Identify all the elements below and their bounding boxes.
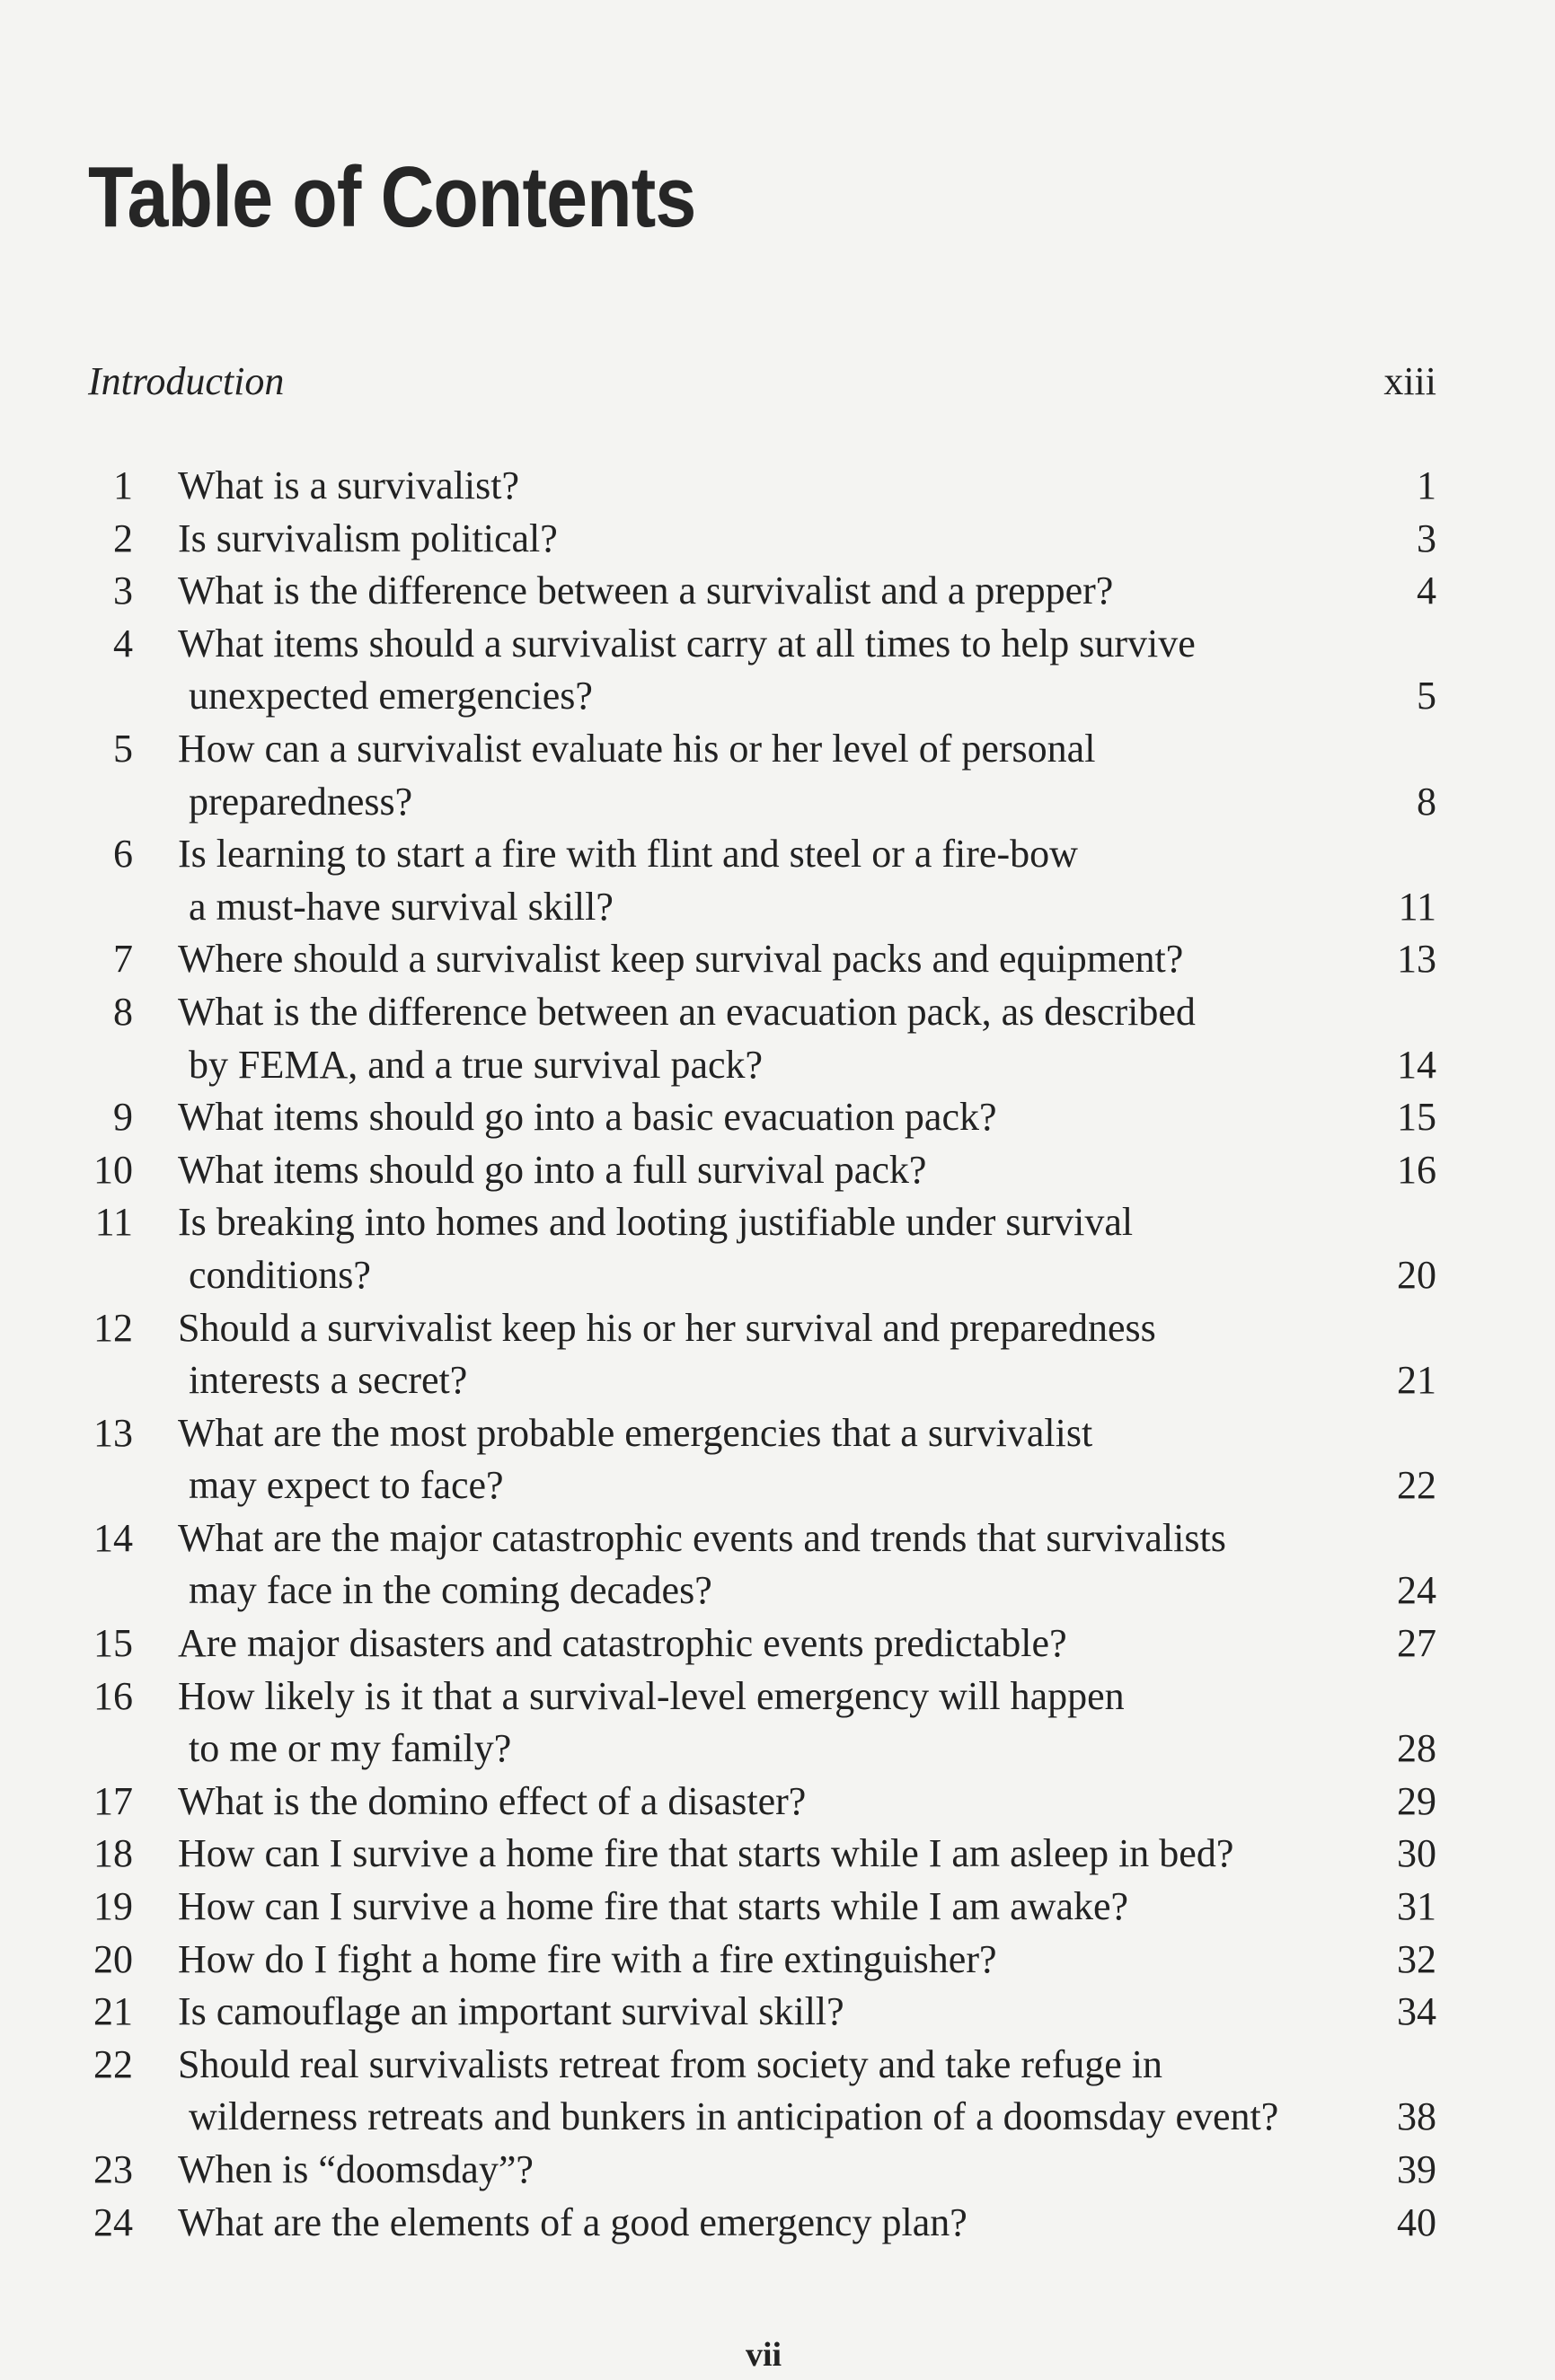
toc-entry-title-line: How can I survive a home fire that starts while I am asleep in bed?	[178, 1831, 1234, 1876]
introduction-page-number: xiii	[1383, 359, 1436, 403]
toc-entry-number: 24	[93, 2199, 133, 2244]
toc-entry-number: 22	[93, 2041, 133, 2086]
toc-entry-title	[178, 1828, 1330, 1881]
toc-entry	[0, 1196, 1555, 1301]
toc-entry-title-line: Is breaking into homes and looting justifiable under survival	[178, 1200, 1134, 1245]
toc-entry-number: 12	[93, 1305, 133, 1350]
toc-entry-page-number: 27	[1397, 1621, 1436, 1666]
toc-entry	[0, 1934, 1555, 1987]
toc-entry-number: 16	[93, 1673, 133, 1718]
toc-entry	[0, 723, 1555, 828]
toc-entry-title	[178, 565, 1330, 618]
toc-entry-page-number: 3	[1417, 516, 1436, 560]
toc-entry-title	[178, 1986, 1330, 2039]
toc-entry-title-line: Should a survivalist keep his or her survival and preparedness	[178, 1305, 1156, 1350]
toc-entry-page-number: 22	[1397, 1463, 1436, 1508]
toc-entry-title-continuation: conditions?	[189, 1252, 371, 1297]
toc-entry-number: 15	[93, 1621, 133, 1666]
toc-entry-number: 21	[93, 1989, 133, 2034]
toc-entry-title-line: What items should a survivalist carry at all times to help survive	[178, 621, 1196, 666]
toc-entry-page-number: 38	[1397, 2094, 1436, 2139]
toc-entry-title	[178, 1144, 1330, 1197]
toc-entry-page-number: 16	[1397, 1147, 1436, 1192]
toc-entry	[0, 1776, 1555, 1829]
toc-entry-title-line: How can I survive a home fire that starts while I am awake?	[178, 1884, 1129, 1929]
toc-entry-title-line: How do I fight a home fire with a fire extinguisher?	[178, 1936, 997, 1981]
toc-entry-title-continuation: may expect to face?	[189, 1463, 504, 1508]
toc-entry-title	[178, 1776, 1330, 1829]
toc-entry	[0, 1618, 1555, 1670]
toc-entry-title-line: What are the elements of a good emergency plan?	[178, 2199, 967, 2244]
toc-entry	[0, 513, 1555, 566]
toc-entry-title-line: What are the most probable emergencies that a survivalist	[178, 1410, 1093, 1455]
toc-entry-number: 17	[93, 1778, 133, 1823]
toc-entry-title	[178, 1407, 1330, 1512]
toc-entry-page-number: 15	[1397, 1095, 1436, 1140]
toc-entry-page-number: 24	[1397, 1568, 1436, 1613]
toc-entry-page-number: 39	[1397, 2147, 1436, 2191]
toc-entry	[0, 1091, 1555, 1144]
toc-entry	[0, 1407, 1555, 1512]
toc-entry	[0, 1144, 1555, 1197]
introduction-entry	[88, 355, 1436, 409]
toc-entry	[0, 460, 1555, 513]
toc-entry-page-number: 28	[1397, 1726, 1436, 1771]
toc-entry-page-number: 13	[1397, 937, 1436, 982]
toc-entry-title-line: Are major disasters and catastrophic events predictable?	[178, 1621, 1067, 1666]
toc-entry	[0, 1302, 1555, 1407]
toc-entry-number: 1	[113, 463, 133, 507]
toc-entry-number: 20	[93, 1936, 133, 1981]
toc-entry-title-continuation: wilderness retreats and bunkers in anticipation of a doomsday event?	[189, 2094, 1279, 2139]
toc-entry-number: 11	[94, 1200, 133, 1245]
toc-entry-title-line: How can a survivalist evaluate his or her level of personal	[178, 726, 1096, 771]
toc-entry-title	[178, 1881, 1330, 1934]
toc-entry-title-line: What items should go into a full survival pack?	[178, 1147, 927, 1192]
toc-entry-title	[178, 2039, 1330, 2144]
toc-entry-title-continuation: by FEMA, and a true survival pack?	[189, 1042, 764, 1087]
toc-entry-title-line: Is learning to start a fire with flint and steel or a fire-bow	[178, 832, 1078, 877]
toc-entry-page-number: 1	[1417, 463, 1436, 507]
toc-entry-title-line: What is the domino effect of a disaster?	[178, 1778, 807, 1823]
toc-entry	[0, 1881, 1555, 1934]
toc-entry-number: 6	[113, 832, 133, 877]
toc-entry	[0, 1512, 1555, 1618]
toc-entry-page-number: 14	[1397, 1042, 1436, 1087]
toc-entry-title	[178, 1512, 1330, 1618]
toc-entry-number: 9	[113, 1095, 133, 1140]
toc-entry-title	[178, 460, 1330, 513]
toc-entry-title	[178, 1618, 1330, 1670]
toc-entry	[0, 2039, 1555, 2144]
toc-entry-page-number: 29	[1397, 1778, 1436, 1823]
toc-entry	[0, 1986, 1555, 2039]
toc-entry-title	[178, 2197, 1330, 2250]
toc-entry-number: 19	[93, 1884, 133, 1929]
toc-entry-number: 14	[93, 1515, 133, 1560]
toc-entry-title	[178, 618, 1330, 723]
toc-entry	[0, 1670, 1555, 1776]
toc-entry-title	[178, 1670, 1330, 1776]
toc-entry-title-continuation: to me or my family?	[189, 1726, 512, 1771]
toc-entry-page-number: 40	[1397, 2199, 1436, 2244]
toc-entry-title	[178, 723, 1330, 828]
toc-entry-title	[178, 933, 1330, 986]
toc-entry-title-line: How likely is it that a survival-level emergency will happen	[178, 1673, 1125, 1718]
toc-entry-title	[178, 2144, 1330, 2197]
toc-entry-page-number: 8	[1417, 779, 1436, 824]
page-folio: vii	[745, 2336, 782, 2374]
toc-entry-title	[178, 1302, 1330, 1407]
toc-entry-number: 18	[93, 1831, 133, 1876]
toc-entry-title	[178, 1091, 1330, 1144]
toc-entry-title-line: Where should a survivalist keep survival packs and equipment?	[178, 937, 1184, 982]
toc-entry-page-number: 4	[1417, 569, 1436, 613]
toc-entry-title-continuation: unexpected emergencies?	[189, 674, 593, 718]
toc-entry-page-number: 34	[1397, 1989, 1436, 2034]
toc-entry-title-continuation: a must-have survival skill?	[189, 884, 614, 929]
toc-entry-title-line: What are the major catastrophic events and trends that survivalists	[178, 1515, 1226, 1560]
toc-entry	[0, 1828, 1555, 1881]
toc-entry-title-line: What is the difference between an evacuation pack, as described	[178, 989, 1196, 1034]
toc-entry-number: 23	[93, 2147, 133, 2191]
toc-entry-number: 8	[113, 989, 133, 1034]
toc-entry-number: 7	[113, 937, 133, 982]
toc-entry-page-number: 20	[1397, 1252, 1436, 1297]
toc-entry	[0, 2197, 1555, 2250]
toc-entry-number: 10	[93, 1147, 133, 1192]
toc-entry-title-line: Is camouflage an important survival skill?	[178, 1989, 844, 2034]
toc-entry	[0, 2144, 1555, 2197]
toc-entry-title	[178, 986, 1330, 1091]
toc-entry-title-line: What is a survivalist?	[178, 463, 520, 507]
toc-entry-number: 13	[93, 1410, 133, 1455]
toc-entry	[0, 986, 1555, 1091]
toc-list	[0, 460, 1555, 2249]
introduction-title: Introduction	[88, 359, 285, 403]
toc-entry-number: 4	[113, 621, 133, 666]
toc-entry	[0, 828, 1555, 933]
toc-entry-page-number: 5	[1417, 674, 1436, 718]
page-title: Table of Contents	[88, 149, 696, 245]
toc-entry-title	[178, 513, 1330, 566]
toc-entry-page-number: 31	[1397, 1884, 1436, 1929]
toc-entry-title-line: What items should go into a basic evacuation pack?	[178, 1095, 997, 1140]
toc-entry	[0, 933, 1555, 986]
toc-entry-title-line: When is “doomsday”?	[178, 2147, 534, 2191]
toc-entry-page-number: 21	[1397, 1358, 1436, 1403]
toc-entry-title	[178, 828, 1330, 933]
toc-entry-page-number: 11	[1398, 884, 1436, 929]
toc-entry-page-number: 32	[1397, 1936, 1436, 1981]
toc-entry	[0, 565, 1555, 618]
toc-entry-number: 2	[113, 516, 133, 560]
toc-entry-title-line: Is survivalism political?	[178, 516, 558, 560]
toc-entry-title	[178, 1196, 1330, 1301]
toc-entry-title	[178, 1934, 1330, 1987]
toc-entry-title-continuation: interests a secret?	[189, 1358, 468, 1403]
toc-entry-title-line: What is the difference between a survivalist and a prepper?	[178, 569, 1114, 613]
toc-entry-number: 5	[113, 726, 133, 771]
toc-entry-title-line: Should real survivalists retreat from society and take refuge in	[178, 2041, 1162, 2086]
toc-entry	[0, 618, 1555, 723]
toc-entry-number: 3	[113, 569, 133, 613]
toc-entry-page-number: 30	[1397, 1831, 1436, 1876]
toc-entry-title-continuation: preparedness?	[189, 779, 413, 824]
toc-entry-title-continuation: may face in the coming decades?	[189, 1568, 712, 1613]
